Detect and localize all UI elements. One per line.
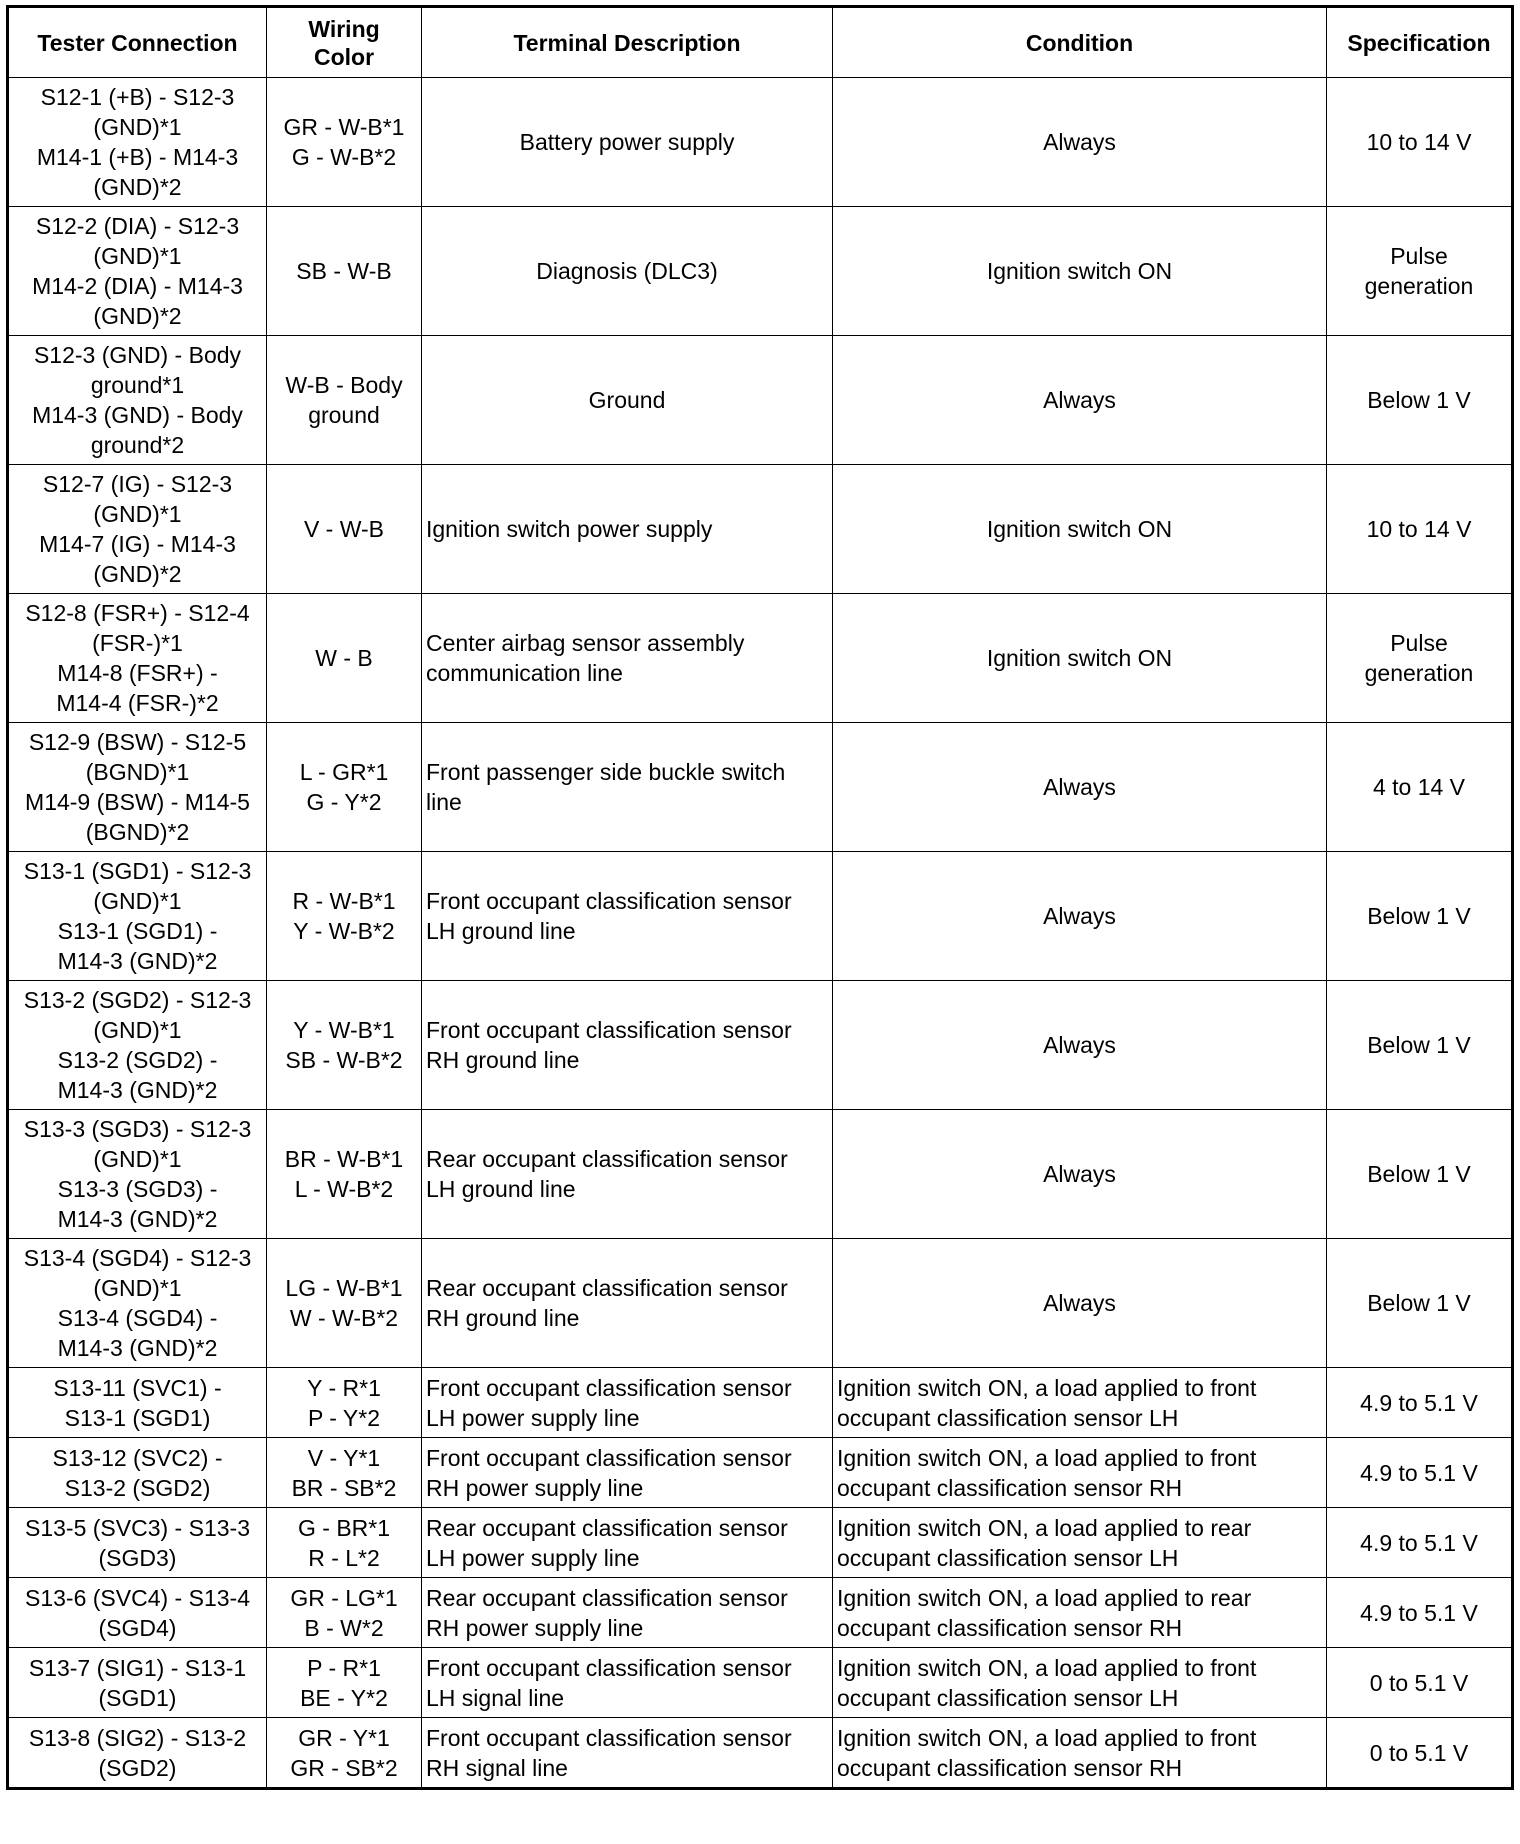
cell-condition-line: occupant classification sensor RH (837, 1614, 1183, 1641)
cell-terminal-description-line: Battery power supply (519, 129, 735, 155)
cell-wiring-color-line: B - W*2 (304, 1614, 384, 1641)
cell-tester-connection-line: (SGD3) (98, 1544, 177, 1571)
cell-condition-line: Always (1043, 774, 1116, 800)
cell-specification-line: 4.9 to 5.1 V (1360, 1529, 1478, 1556)
cell-condition-line: Ignition switch ON (986, 516, 1173, 542)
cell-specification (1327, 78, 1513, 207)
cell-tester-connection (8, 852, 267, 981)
cell-wiring-color-line: BR - W-B*1 (284, 1146, 404, 1172)
cell-tester-connection-line: M14-2 (DIA) - M14-3 (32, 273, 243, 299)
cell-condition-line: Ignition switch ON, a load applied to rear (837, 1584, 1252, 1611)
cell-tester-connection (8, 1438, 267, 1508)
cell-tester-connection-line: S12-9 (BSW) - S12-5 (28, 729, 247, 755)
cell-terminal-description-line: RH power supply line (426, 1474, 644, 1501)
table-row (8, 336, 1513, 465)
cell-tester-connection-line: M14-3 (GND)*2 (57, 1206, 218, 1232)
cell-wiring-color-line: V - Y*1 (307, 1444, 381, 1471)
cell-condition-line: Always (1043, 903, 1116, 929)
cell-tester-connection-line: S12-8 (FSR+) - S12-4 (25, 600, 250, 626)
cell-tester-connection-line: M14-1 (+B) - M14-3 (36, 144, 239, 170)
cell-terminal-description (422, 1718, 833, 1789)
cell-specification (1327, 207, 1513, 336)
cell-condition-line: occupant classification sensor RH (837, 1754, 1183, 1781)
cell-tester-connection-line: M14-7 (IG) - M14-3 (39, 531, 236, 557)
cell-terminal-description-line: Center airbag sensor assembly (426, 630, 745, 656)
cell-tester-connection-line: (GND)*1 (93, 888, 182, 914)
cell-tester-connection-line: S13-4 (SGD4) - S12-3 (23, 1245, 252, 1271)
cell-terminal-description (422, 78, 833, 207)
cell-wiring-color-line: W - W-B*2 (289, 1305, 399, 1331)
cell-condition-line: Always (1043, 387, 1116, 413)
cell-terminal-description (422, 852, 833, 981)
cell-tester-connection-line: S12-1 (+B) - S12-3 (40, 84, 235, 110)
cell-wiring-color (267, 1239, 422, 1368)
cell-condition-line: occupant classification sensor LH (837, 1544, 1179, 1571)
cell-wiring-color (267, 207, 422, 336)
cell-wiring-color (267, 78, 422, 207)
cell-wiring-color-line: GR - Y*1 (298, 1724, 390, 1751)
cell-tester-connection-line: S12-7 (IG) - S12-3 (42, 471, 233, 497)
cell-tester-connection-line: ground*1 (90, 372, 185, 398)
cell-tester-connection (8, 207, 267, 336)
cell-specification-line: Pulse (1390, 630, 1448, 656)
cell-specification (1327, 852, 1513, 981)
cell-specification (1327, 1578, 1513, 1648)
cell-specification (1327, 594, 1513, 723)
cell-terminal-description (422, 1508, 833, 1578)
cell-terminal-description-line: communication line (426, 660, 623, 686)
cell-terminal-description (422, 1110, 833, 1239)
cell-wiring-color (267, 336, 422, 465)
cell-wiring-color-line: V - W-B (303, 516, 385, 542)
cell-specification-line: Below 1 V (1367, 387, 1471, 413)
cell-tester-connection-line: (GND)*2 (93, 561, 182, 587)
cell-tester-connection-line: (SGD2) (98, 1754, 177, 1781)
cell-terminal-description-line: RH ground line (426, 1047, 580, 1073)
cell-terminal-description (422, 1239, 833, 1368)
cell-terminal-description-line: Diagnosis (DLC3) (536, 258, 718, 284)
table-row (8, 1718, 1513, 1789)
cell-tester-connection-line: S13-8 (SIG2) - S13-2 (28, 1724, 247, 1751)
cell-terminal-description (422, 465, 833, 594)
table-row (8, 594, 1513, 723)
cell-specification-line: Pulse (1390, 243, 1448, 269)
cell-wiring-color-line: SB - W-B*2 (285, 1047, 403, 1073)
cell-wiring-color (267, 465, 422, 594)
cell-specification-line: 0 to 5.1 V (1369, 1669, 1469, 1696)
cell-condition (833, 1648, 1327, 1718)
cell-wiring-color (267, 1368, 422, 1438)
cell-tester-connection-line: (BGND)*2 (85, 819, 190, 845)
cell-tester-connection-line: S13-7 (SIG1) - S13-1 (28, 1654, 247, 1681)
cell-condition (833, 981, 1327, 1110)
cell-specification-line: Below 1 V (1367, 1290, 1471, 1316)
cell-wiring-color-line: GR - LG*1 (290, 1584, 398, 1611)
cell-tester-connection (8, 336, 267, 465)
cell-terminal-description-line: LH ground line (426, 1176, 576, 1202)
cell-tester-connection-line: ground*2 (90, 432, 185, 458)
cell-specification (1327, 1110, 1513, 1239)
cell-tester-connection-line: S13-2 (SGD2) - S12-3 (23, 987, 252, 1013)
cell-wiring-color-line: SB - W-B (296, 258, 392, 284)
cell-wiring-color (267, 981, 422, 1110)
cell-tester-connection (8, 1239, 267, 1368)
cell-tester-connection-line: (GND)*1 (93, 114, 182, 140)
cell-tester-connection-line: (GND)*1 (93, 1017, 182, 1043)
cell-tester-connection-line: (FSR-)*1 (92, 630, 183, 656)
cell-condition-line: Ignition switch ON, a load applied to front (837, 1374, 1257, 1401)
cell-tester-connection (8, 723, 267, 852)
header-wiring-color: Wiring Color (267, 7, 422, 78)
cell-terminal-description-line: LH power supply line (426, 1404, 640, 1431)
cell-specification (1327, 336, 1513, 465)
cell-terminal-description-line: Rear occupant classification sensor (426, 1584, 788, 1611)
cell-tester-connection (8, 1110, 267, 1239)
cell-condition (833, 1110, 1327, 1239)
cell-tester-connection-line: S13-11 (SVC1) - (53, 1374, 222, 1401)
cell-tester-connection (8, 1578, 267, 1648)
cell-condition (833, 465, 1327, 594)
cell-tester-connection-line: S13-3 (SGD3) - (57, 1176, 218, 1202)
table-row (8, 1239, 1513, 1368)
cell-condition (833, 1508, 1327, 1578)
cell-condition-line: occupant classification sensor LH (837, 1404, 1179, 1431)
cell-tester-connection (8, 465, 267, 594)
cell-tester-connection-line: (GND)*1 (93, 1275, 182, 1301)
table-row (8, 1578, 1513, 1648)
cell-condition-line: Always (1043, 129, 1116, 155)
cell-tester-connection-line: S12-3 (GND) - Body (33, 342, 242, 368)
cell-wiring-color-line: BE - Y*2 (300, 1684, 388, 1711)
cell-tester-connection-line: S13-1 (SGD1) - S12-3 (23, 858, 252, 884)
cell-wiring-color-line: BR - SB*2 (291, 1474, 397, 1501)
cell-wiring-color-line: GR - SB*2 (290, 1754, 398, 1781)
cell-tester-connection-line: S13-4 (SGD4) - (57, 1305, 218, 1331)
cell-tester-connection-line: (GND)*1 (93, 1146, 182, 1172)
cell-specification-line: 4.9 to 5.1 V (1360, 1389, 1478, 1416)
cell-terminal-description-line: RH signal line (426, 1754, 568, 1781)
cell-wiring-color (267, 852, 422, 981)
cell-specification-line: 4 to 14 V (1372, 774, 1466, 800)
cell-terminal-description (422, 336, 833, 465)
cell-terminal-description-line: RH power supply line (426, 1614, 644, 1641)
cell-specification-line: 0 to 5.1 V (1369, 1739, 1469, 1766)
cell-condition (833, 1368, 1327, 1438)
cell-condition-line: Always (1043, 1161, 1116, 1187)
cell-terminal-description (422, 723, 833, 852)
cell-wiring-color-line: G - W-B*2 (291, 144, 397, 170)
cell-wiring-color-line: L - GR*1 (299, 759, 389, 785)
cell-tester-connection (8, 981, 267, 1110)
cell-tester-connection-line: S13-1 (SGD1) (64, 1404, 211, 1431)
cell-wiring-color (267, 723, 422, 852)
cell-tester-connection-line: M14-3 (GND)*2 (57, 948, 218, 974)
cell-condition-line: Ignition switch ON (986, 258, 1173, 284)
cell-condition (833, 1578, 1327, 1648)
cell-wiring-color (267, 594, 422, 723)
cell-tester-connection-line: M14-3 (GND) - Body (32, 402, 243, 428)
cell-terminal-description (422, 207, 833, 336)
cell-tester-connection-line: (GND)*2 (93, 174, 182, 200)
table-row (8, 852, 1513, 981)
cell-wiring-color-line: Y - R*1 (307, 1374, 381, 1401)
cell-tester-connection-line: (GND)*1 (93, 501, 182, 527)
cell-wiring-color (267, 1648, 422, 1718)
cell-specification (1327, 981, 1513, 1110)
cell-terminal-description-line: Front occupant classification sensor (426, 1444, 792, 1471)
table-body (8, 78, 1513, 1789)
cell-condition-line: Ignition switch ON, a load applied to front (837, 1724, 1257, 1751)
cell-terminal-description (422, 594, 833, 723)
cell-tester-connection-line: M14-3 (GND)*2 (57, 1077, 218, 1103)
cell-tester-connection (8, 1648, 267, 1718)
cell-terminal-description-line: Front passenger side buckle switch (426, 759, 786, 785)
terminal-spec-table (6, 5, 1514, 1790)
cell-terminal-description-line: Front occupant classification sensor (426, 1724, 792, 1751)
cell-tester-connection-line: (SGD4) (98, 1614, 177, 1641)
cell-terminal-description (422, 1438, 833, 1508)
cell-terminal-description-line: Front occupant classification sensor (426, 1374, 792, 1401)
cell-specification (1327, 1239, 1513, 1368)
cell-wiring-color-line: R - L*2 (308, 1544, 380, 1571)
table-row (8, 1438, 1513, 1508)
cell-terminal-description-line: Front occupant classification sensor (426, 888, 792, 914)
cell-specification (1327, 1508, 1513, 1578)
cell-wiring-color-line: W-B - Body (285, 372, 403, 398)
table-header-row (8, 7, 1513, 78)
table-row (8, 1508, 1513, 1578)
cell-specification (1327, 723, 1513, 852)
cell-terminal-description-line: Ground (588, 387, 666, 413)
cell-wiring-color-line: Y - W-B*2 (293, 918, 395, 944)
cell-condition (833, 852, 1327, 981)
cell-tester-connection (8, 78, 267, 207)
cell-wiring-color-line: W - B (315, 645, 373, 671)
cell-tester-connection-line: S13-12 (SVC2) - (52, 1444, 223, 1471)
header-condition: Condition (833, 7, 1327, 78)
cell-wiring-color (267, 1508, 422, 1578)
cell-wiring-color-line: ground (308, 402, 380, 428)
table-row (8, 465, 1513, 594)
table-row (8, 207, 1513, 336)
cell-condition (833, 1239, 1327, 1368)
table-row (8, 1648, 1513, 1718)
cell-tester-connection-line: S13-3 (SGD3) - S12-3 (23, 1116, 252, 1142)
cell-tester-connection-line: (GND)*2 (93, 303, 182, 329)
cell-terminal-description (422, 981, 833, 1110)
cell-terminal-description-line: Ignition switch power supply (426, 516, 713, 542)
cell-specification (1327, 1368, 1513, 1438)
cell-condition (833, 336, 1327, 465)
cell-terminal-description-line: line (426, 789, 462, 815)
cell-wiring-color-line: GR - W-B*1 (283, 114, 405, 140)
cell-terminal-description (422, 1578, 833, 1648)
cell-tester-connection-line: M14-9 (BSW) - M14-5 (25, 789, 250, 815)
cell-wiring-color-line: R - W-B*1 (292, 888, 396, 914)
cell-specification (1327, 465, 1513, 594)
cell-tester-connection-line: (BGND)*1 (85, 759, 190, 785)
cell-tester-connection-line: S13-1 (SGD1) - (57, 918, 218, 944)
cell-terminal-description (422, 1648, 833, 1718)
table-row (8, 78, 1513, 207)
header-specification: Specification (1327, 7, 1513, 78)
cell-specification-line: 10 to 14 V (1366, 129, 1472, 155)
cell-terminal-description-line: Front occupant classification sensor (426, 1017, 792, 1043)
cell-tester-connection-line: M14-4 (FSR-)*2 (56, 690, 219, 716)
cell-specification-line: Below 1 V (1367, 903, 1471, 929)
cell-specification-line: 10 to 14 V (1366, 516, 1472, 542)
cell-wiring-color-line: Y - W-B*1 (293, 1017, 395, 1043)
cell-tester-connection-line: M14-8 (FSR+) - (57, 660, 218, 686)
cell-tester-connection-line: S12-2 (DIA) - S12-3 (35, 213, 240, 239)
cell-specification-line: Below 1 V (1367, 1032, 1471, 1058)
cell-condition-line: occupant classification sensor RH (837, 1474, 1183, 1501)
cell-specification (1327, 1648, 1513, 1718)
cell-condition (833, 723, 1327, 852)
cell-wiring-color (267, 1438, 422, 1508)
cell-terminal-description-line: RH ground line (426, 1305, 580, 1331)
cell-specification-line: generation (1364, 660, 1474, 686)
cell-tester-connection (8, 1508, 267, 1578)
cell-terminal-description-line: Rear occupant classification sensor (426, 1514, 788, 1541)
cell-wiring-color (267, 1110, 422, 1239)
cell-terminal-description-line: LH ground line (426, 918, 576, 944)
cell-condition-line: Always (1043, 1032, 1116, 1058)
header-tester-connection: Tester Connection (8, 7, 267, 78)
cell-condition-line: occupant classification sensor LH (837, 1684, 1179, 1711)
cell-wiring-color-line: P - Y*2 (307, 1404, 381, 1431)
cell-specification-line: 4.9 to 5.1 V (1360, 1459, 1478, 1486)
cell-condition-line: Ignition switch ON, a load applied to front (837, 1444, 1257, 1471)
cell-condition (833, 78, 1327, 207)
cell-tester-connection (8, 1718, 267, 1789)
cell-terminal-description-line: LH power supply line (426, 1544, 640, 1571)
cell-terminal-description-line: Rear occupant classification sensor (426, 1146, 788, 1172)
cell-terminal-description-line: Front occupant classification sensor (426, 1654, 792, 1681)
cell-wiring-color-line: G - Y*2 (306, 789, 382, 815)
table-row (8, 723, 1513, 852)
cell-tester-connection-line: (SGD1) (98, 1684, 177, 1711)
cell-specification (1327, 1438, 1513, 1508)
cell-specification-line: 4.9 to 5.1 V (1360, 1599, 1478, 1626)
cell-tester-connection-line: M14-3 (GND)*2 (57, 1335, 218, 1361)
cell-condition-line: Always (1043, 1290, 1116, 1316)
cell-tester-connection-line: S13-5 (SVC3) - S13-3 (25, 1514, 250, 1541)
cell-terminal-description-line: LH signal line (426, 1684, 565, 1711)
cell-condition-line: Ignition switch ON (986, 645, 1173, 671)
cell-condition (833, 1718, 1327, 1789)
table-row (8, 1110, 1513, 1239)
cell-wiring-color-line: LG - W-B*1 (285, 1275, 403, 1301)
cell-wiring-color (267, 1578, 422, 1648)
cell-condition-line: Ignition switch ON, a load applied to front (837, 1654, 1257, 1681)
table-row (8, 1368, 1513, 1438)
cell-tester-connection-line: (GND)*1 (93, 243, 182, 269)
cell-tester-connection-line: S13-6 (SVC4) - S13-4 (25, 1584, 250, 1611)
cell-wiring-color-line: L - W-B*2 (294, 1176, 394, 1202)
cell-specification-line: Below 1 V (1367, 1161, 1471, 1187)
cell-condition (833, 1438, 1327, 1508)
cell-wiring-color (267, 1718, 422, 1789)
cell-condition (833, 207, 1327, 336)
cell-specification-line: generation (1364, 273, 1474, 299)
cell-tester-connection-line: S13-2 (SGD2) - (57, 1047, 218, 1073)
cell-wiring-color-line: G - BR*1 (297, 1514, 391, 1541)
cell-condition (833, 594, 1327, 723)
cell-condition-line: Ignition switch ON, a load applied to rear (837, 1514, 1252, 1541)
cell-terminal-description-line: Rear occupant classification sensor (426, 1275, 788, 1301)
header-terminal-description: Terminal Description (422, 7, 833, 78)
cell-wiring-color-line: P - R*1 (307, 1654, 381, 1681)
cell-specification (1327, 1718, 1513, 1789)
cell-tester-connection (8, 594, 267, 723)
cell-terminal-description (422, 1368, 833, 1438)
cell-tester-connection-line: S13-2 (SGD2) (64, 1474, 211, 1501)
cell-tester-connection (8, 1368, 267, 1438)
table-row (8, 981, 1513, 1110)
